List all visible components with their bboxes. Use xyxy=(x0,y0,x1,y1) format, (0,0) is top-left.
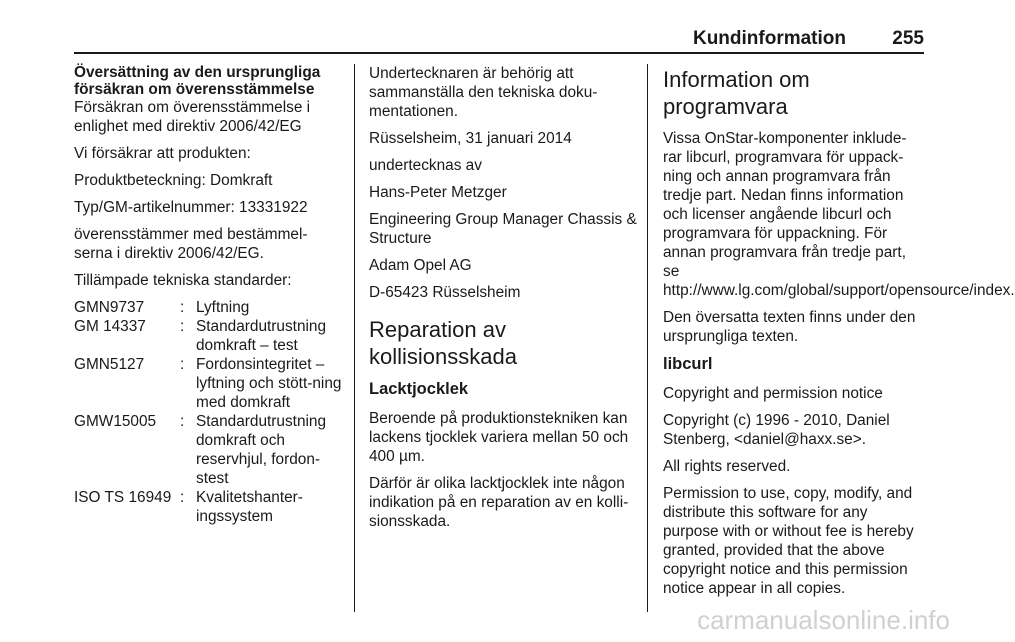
watermark: carmanualsonline.info xyxy=(697,605,950,635)
standard-description: Standardutrustning domkraft och reservhjul, fordon-stest xyxy=(196,413,327,487)
declaration-paragraph: Tillämpade tekniska standarder: xyxy=(74,272,292,289)
standard-description: Standardutrustning domkraft – test xyxy=(196,318,327,354)
standard-separator: : xyxy=(180,413,185,430)
section-title: Kundinformation xyxy=(692,28,846,49)
table-row xyxy=(74,488,342,526)
standard-separator: : xyxy=(180,318,185,335)
table-row xyxy=(74,412,342,488)
body-paragraph: Därför är olika lacktjocklek inte någon indikation på en reparation av en kolli-sionsskada. xyxy=(369,475,629,530)
declaration-paragraph: Vi försäkrar att produkten: xyxy=(74,145,251,162)
license-paragraph: Copyright (c) 1996 - 2010, Daniel Stenberg, <daniel@haxx.se>. xyxy=(663,412,890,448)
standard-code: GM 14337 xyxy=(74,318,146,335)
column-2 xyxy=(369,64,639,539)
section-heading: Reparation av kollisionsskada xyxy=(369,317,517,369)
signatory-paragraph: Adam Opel AG xyxy=(369,257,472,274)
standard-description: Kvalitetshanter-ingssystem xyxy=(196,489,303,525)
signatory-paragraph: D-65423 Rüsselsheim xyxy=(369,284,521,301)
signatory-paragraph: Undertecknaren är behörig att sammanställa den tekniska doku-mentationen. xyxy=(369,65,598,120)
standard-separator: : xyxy=(180,356,185,373)
standard-code: GMN9737 xyxy=(74,299,145,316)
body-paragraph: Beroende på produktionstekniken kan lackens tjocklek variera mellan 50 och 400 µm. xyxy=(369,410,629,465)
page-number: 255 xyxy=(892,28,924,49)
declaration-subheading: Översättning av den ursprungliga försäkran om överensstämmelse xyxy=(74,64,321,98)
column-1 xyxy=(74,64,342,526)
table-row xyxy=(74,355,342,412)
table-row xyxy=(74,298,342,317)
subsection-heading: Lacktjocklek xyxy=(369,380,469,398)
standard-description: Lyftning xyxy=(196,299,250,316)
license-paragraph: Permission to use, copy, modify, and distribute this software for any purpose with or without fee is hereby granted, provided that the above copyright notice and this permission notice appear in all copies. xyxy=(663,485,914,597)
declaration-paragraph: överensstämmer med bestämmel-serna i direktiv 2006/42/EG. xyxy=(74,226,308,262)
declaration-paragraph: Typ/GM-artikelnummer: 13331922 xyxy=(74,199,308,216)
standard-description: Fordonsintegritet – lyftning och stött-ning med domkraft xyxy=(196,356,342,411)
body-paragraph: Vissa OnStar-komponenter inklude-rar libcurl, programvara för uppack-ning och annan programvara från tredje part. Nedan finns information och licenser angående libcurl och programvara för uppackning. För annan programvara från tredje part, se http://www.lg.com/global/support/opensource/index. xyxy=(663,130,1015,299)
standard-code: GMW15005 xyxy=(74,413,157,430)
column-3 xyxy=(663,64,1015,606)
signatory-paragraph: Rüsselsheim, 31 januari 2014 xyxy=(369,130,572,147)
standard-separator: : xyxy=(180,299,185,316)
signatory-paragraph: Hans-Peter Metzger xyxy=(369,184,507,201)
body-paragraph: Den översatta texten finns under den ursprungliga texten. xyxy=(663,309,916,345)
column-divider-2 xyxy=(647,64,648,612)
signatory-paragraph: Engineering Group Manager Chassis & Structure xyxy=(369,211,637,247)
column-divider-1 xyxy=(354,64,355,612)
page-header xyxy=(74,26,924,54)
standard-code: ISO TS 16949 xyxy=(74,489,172,506)
declaration-paragraph: Försäkran om överensstämmelse i enlighet med direktiv 2006/42/EG xyxy=(74,99,311,135)
table-row xyxy=(74,317,342,355)
license-paragraph: All rights reserved. xyxy=(663,458,791,475)
standard-separator: : xyxy=(180,489,185,506)
standard-code: GMN5127 xyxy=(74,356,145,373)
declaration-paragraph: Produktbeteckning: Domkraft xyxy=(74,172,273,189)
subsection-heading: libcurl xyxy=(663,355,713,373)
signatory-paragraph: undertecknas av xyxy=(369,157,482,174)
section-heading: Information om programvara xyxy=(663,67,810,119)
standards-table xyxy=(74,298,342,526)
license-paragraph: Copyright and permission notice xyxy=(663,385,883,402)
